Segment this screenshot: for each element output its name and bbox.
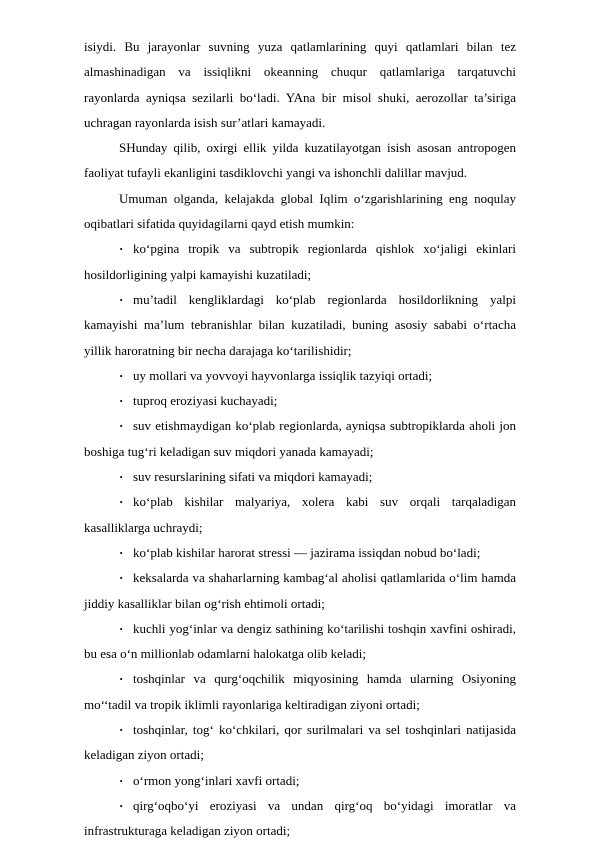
bullet-text: toshqinlar, tog‘ ko‘chkilari, qor surilmalari va sel toshqinlari natijasida keladigan ziyon ortadi;	[84, 722, 516, 763]
bullet-text: keksalarda va shaharlarning kambag‘al aholisi qatlamlarida o‘lim hamda jiddiy kasalliklar bilan og‘rish ehtimoli ortadi;	[84, 570, 516, 611]
document-body	[84, 34, 516, 844]
bullet-text: suv resurslarining sifati va miqdori kamayadi;	[133, 469, 373, 485]
paragraph: isiydi. Bu jarayonlar suvning yuza qatlamlarining quyi qatlamlari bilan tez almashinadigan va issiqlikni okeanning chuqur qatlamlariga tarqatuvchi rayonlarda ayniqsa sezilarli bo‘ladi. YAna bir misol shuki, aerozollar ta’siriga uchragan rayonlarda isish sur’atlari kamayadi.	[84, 39, 516, 130]
bullet-item	[84, 413, 516, 464]
bullet-text: uy mollari va yovvoyi hayvonlarga issiqlik tazyiqi ortadi;	[133, 367, 433, 383]
bullet-text: ko‘plab kishilar malyariya, xolera kabi suv orqali tarqaladigan kasalliklarga uchraydi;	[84, 494, 516, 535]
bullet-text: kuchli yog‘inlar va dengiz sathining ko‘tarilishi toshqin xavfini oshiradi, bu esa o‘n millionlab odamlarni halokatga olib keladi;	[84, 620, 516, 662]
bullet-item	[84, 236, 516, 287]
bullet-text: ko‘pgina tropik va subtropik regionlarda qishlok xo‘jaligi ekinlari hosildorligining yalpi kamayishi kuzatiladi;	[84, 241, 516, 282]
bullet-icon	[119, 717, 133, 742]
bullet-item	[84, 666, 516, 717]
bullet-item	[84, 388, 516, 413]
bullet-item	[84, 793, 516, 844]
bullet-text: mu’tadil kengliklardagi ko‘plab regionlarda hosildorlikning yalpi kamayishi ma’lum tebranishlar bilan kuzatiladi, buning asosiy sababi o‘rtacha yillik haroratning bir necha darajaga ko‘tarilishidir;	[84, 291, 516, 358]
bullet-item	[84, 489, 516, 540]
bullet-icon	[119, 388, 133, 413]
bullet-icon	[119, 616, 133, 641]
bullet-item	[84, 464, 516, 489]
paragraph: SHunday qilib, oxirgi ellik yilda kuzatilayotgan isish asosan antropogen faoliyat tufayli ekanligini tasdiklovchi yangi va ishonchli dalillar mavjud.	[84, 140, 516, 181]
bullet-text: ko‘plab kishilar harorat stressi — jazirama issiqdan nobud bo‘ladi;	[133, 544, 481, 560]
paragraph: Umuman olganda, kelajakda global Iqlim o‘zgarishlarining eng noqulay oqibatlari sifatida quyidagilarni qayd etish mumkin:	[84, 190, 516, 232]
bullet-item	[84, 540, 516, 565]
bullet-item	[84, 565, 516, 616]
bullet-icon	[119, 464, 133, 489]
bullet-icon	[119, 666, 133, 691]
bullet-icon	[119, 540, 133, 565]
bullet-icon	[119, 565, 133, 590]
bullet-item	[84, 616, 516, 667]
bullet-icon	[119, 768, 133, 793]
bullet-icon	[119, 413, 133, 438]
bullet-item	[84, 768, 516, 793]
bullet-icon	[119, 236, 133, 261]
bullet-text: o‘rmon yong‘inlari xavfi ortadi;	[133, 772, 300, 788]
bullet-icon	[119, 793, 133, 818]
bullet-icon	[119, 489, 133, 514]
bullet-item	[84, 363, 516, 388]
bullet-text: qirg‘oqbo‘yi eroziyasi va undan qirg‘oq bo‘yidagi imoratlar va infrastrukturaga keladigan ziyon ortadi;	[84, 797, 516, 839]
bullet-item	[84, 717, 516, 768]
bullet-text: toshqinlar va qurg‘oqchilik miqyosining hamda ularning Osiyoning mo‘‘tadil va tropik iklimli rayonlariga keltiradigan ziyoni ortadi;	[84, 671, 516, 712]
bullet-icon	[119, 287, 133, 312]
bullet-text: tuproq eroziyasi kuchayadi;	[133, 393, 278, 409]
bullet-item	[84, 287, 516, 363]
bullet-icon	[119, 363, 133, 388]
bullet-text: suv etishmaydigan ko‘plab regionlarda, ayniqsa subtropiklarda aholi jon boshiga tug‘ri keladigan suv miqdori yanada kamayadi;	[84, 418, 516, 459]
